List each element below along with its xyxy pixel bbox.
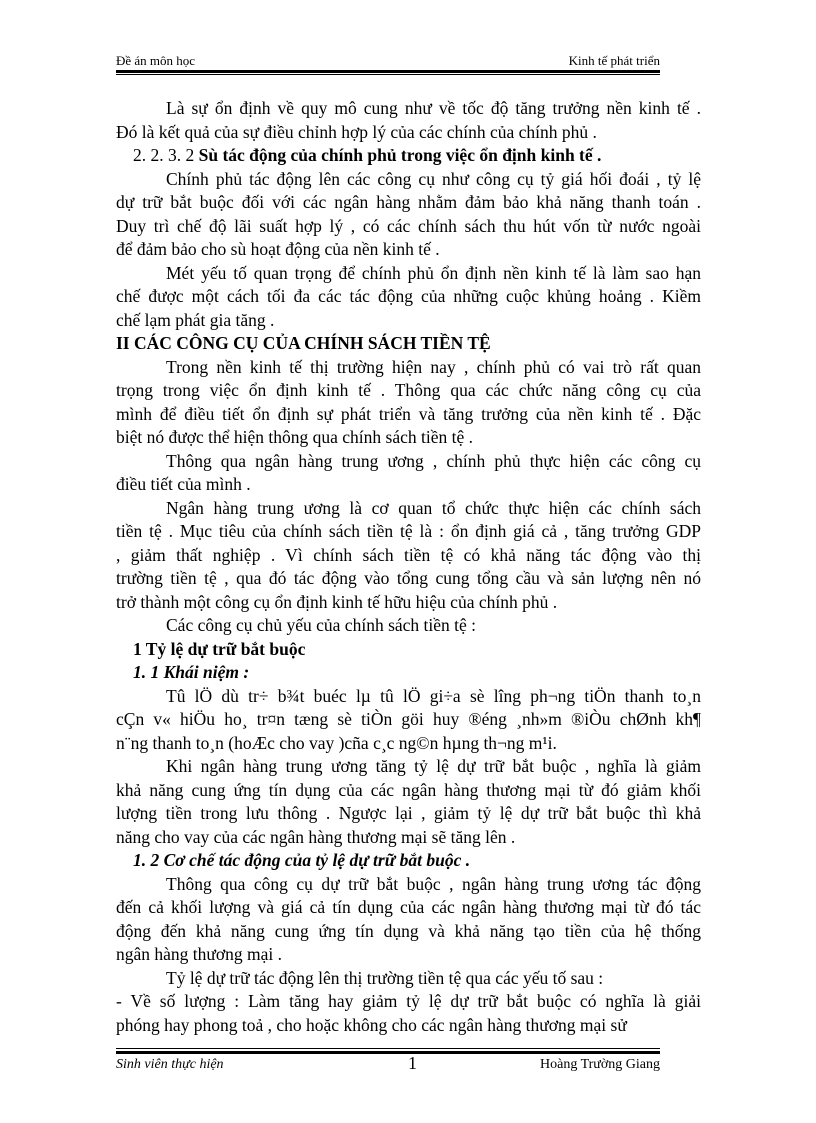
text-line: phóng hay phong toả , cho hoặc không cho các ngân hàng thương mại sử xyxy=(116,1014,627,1035)
footer-rule-thin xyxy=(116,1048,660,1049)
text-line: n¨ng thanh to¸n (hoÆc cho vay )cña c¸c ng©n hµng th¬ng m¹i. xyxy=(116,732,557,753)
text-line: , giảm thất nghiệp . Vì chính sách tiền tệ có khả năng tác động vào thị xyxy=(116,544,701,565)
text-line: Ngân hàng trung ương là cơ quan tổ chức thực hiện các chính sách xyxy=(166,497,701,518)
header-right: Kinh tế phát triển xyxy=(568,53,660,68)
document-body xyxy=(116,97,701,1037)
text-line: biệt nó được thể hiện thông qua chính sách tiền tệ . xyxy=(116,427,473,447)
text-line: Các công cụ chủ yếu của chính sách tiền tệ : xyxy=(166,615,477,635)
text-line: 1 Tỷ lệ dự trữ bắt buộc xyxy=(133,638,306,659)
footer-rule-thick xyxy=(116,1051,660,1054)
text-line: trường tiền tệ , qua đó tác động vào tổng cung tổng cầu và sản lượng nên nó xyxy=(116,568,701,588)
text-line: năng cho vay của các ngân hàng thương mại sẽ tăng lên . xyxy=(116,826,516,847)
text-line: điều tiết của mình . xyxy=(116,474,251,494)
footer-left: Sinh viên thực hiện xyxy=(116,1057,224,1072)
text-line: - Về số lượng : Làm tăng hay giảm tỷ lệ dự trữ bắt buộc có nghĩa là giải xyxy=(116,991,701,1011)
text-line: Thông qua công cụ dự trữ bắt buộc , ngân hàng trung ương tác động xyxy=(166,873,701,894)
text-line: lượng tiền trong lưu thông . Ngược lại , giảm tỷ lệ dự trữ bắt buộc thì khả xyxy=(116,803,701,823)
page-header xyxy=(116,52,660,70)
text-line: Mét yếu tố quan trọng để chính phủ ổn định nền kinh tế là làm sao hạn xyxy=(166,262,701,283)
text-line: 2. 2. 3. 2 Sù tác động của chính phủ trong việc ổn định kinh tế . xyxy=(133,145,602,165)
text-line: II CÁC CÔNG CỤ CỦA CHÍNH SÁCH TIỀN TỆ xyxy=(116,333,491,353)
text-line: tiền tệ . Mục tiêu của chính sách tiền tệ là : ổn định giá cả , tăng trưởng GDP xyxy=(116,521,701,541)
text-line: đến cả khối lượng và giá cả tín dụng của các ngân hàng thương mại từ đó tác xyxy=(116,897,701,917)
text-line: Đó là kết quả của sự điều chỉnh hợp lý của các chính của chính phủ . xyxy=(116,121,597,142)
text-line: ngân hàng thương mại . xyxy=(116,944,283,964)
page-number: 1 xyxy=(408,1053,417,1073)
text-line: động đến khả năng cung ứng tín dụng và khả năng tạo tiền của hệ thống xyxy=(116,920,701,941)
text-line: để đảm bảo cho sù hoạt động của nền kinh tế . xyxy=(116,239,440,259)
text-line: khả năng cung ứng tín dụng của các ngân hàng thương mại từ đó giảm khối xyxy=(116,779,701,800)
text-line: trở thành một công cụ ổn định kinh tế hữu hiệu của chính phủ . xyxy=(116,591,558,612)
text-line: Là sự ổn định về quy mô cung như về tốc độ tăng trưởng nền kinh tế . xyxy=(166,98,701,118)
text-line: cÇn v« hiÖu ho¸ tr¤n tæng sè tiÒn göi huy ®éng ¸nh»m ®iÒu chØnh kh¶ xyxy=(116,709,701,729)
page-footer xyxy=(116,1055,660,1075)
footer-right: Hoàng Trường Giang xyxy=(540,1057,660,1072)
text-line: chế được một cách tối đa các tác động của những cuộc khủng hoảng . Kiềm xyxy=(116,286,701,306)
text-line: Duy trì chế độ lãi suất hợp lý , có các chính sách thu hút vốn từ nước ngoài xyxy=(116,215,701,236)
text-line: Khi ngân hàng trung ương tăng tỷ lệ dự trữ bắt buộc , nghĩa là giảm xyxy=(166,756,701,776)
text-line: chế lạm phát gia tăng . xyxy=(116,309,275,330)
text-line: mình để điều tiết ổn định sự phát triển và tăng trưởng của nền kinh tế . Đặc xyxy=(116,403,701,424)
text-line: Tû lÖ dù tr÷ b¾t buéc lµ tû lÖ gi÷a sè lîng ph¬ng tiÖn thanh to¸n xyxy=(166,685,701,706)
text-line: 1. 1 Khái niệm : xyxy=(133,662,250,682)
text-line: Chính phủ tác động lên các công cụ như công cụ tỷ giá hối đoái , tỷ lệ xyxy=(166,168,701,189)
text-line: 1. 2 Cơ chế tác động của tỷ lệ dự trữ bắt buộc . xyxy=(133,850,471,870)
header-left: Đề án môn học xyxy=(116,53,196,68)
text-line: Thông qua ngân hàng trung ương , chính phủ thực hiện các công cụ xyxy=(166,450,701,471)
text-line: dự trữ bắt buộc đối với các ngân hàng nhằm đảm bảo khả năng thanh toán . xyxy=(116,192,701,212)
header-rule-thin xyxy=(116,74,660,75)
text-line: Tỷ lệ dự trữ tác động lên thị trường tiền tệ qua các yếu tố sau : xyxy=(166,967,604,988)
text-line: trọng trong việc ổn định kinh tế . Thông qua các chức năng công cụ của xyxy=(116,380,701,400)
header-rule-thick xyxy=(116,70,660,73)
text-line: Trong nền kinh tế thị trường hiện nay , chính phủ có vai trò rất quan xyxy=(166,356,701,377)
